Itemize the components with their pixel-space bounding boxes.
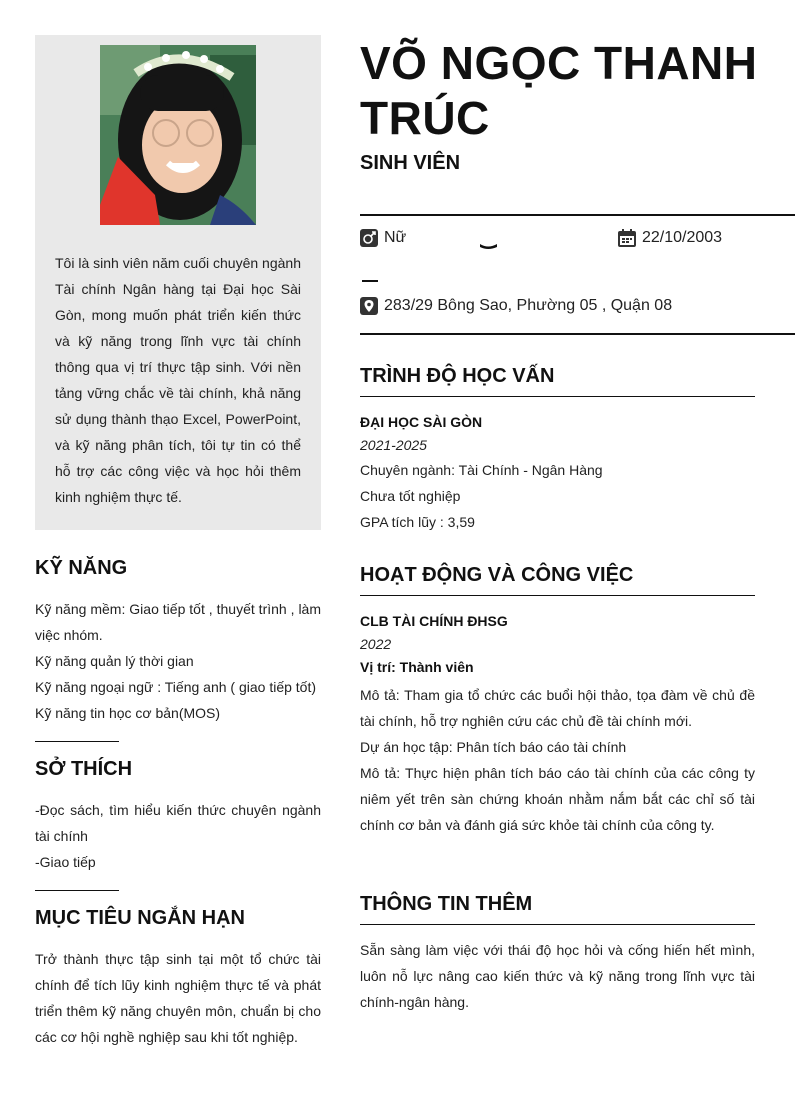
activity-year: 2022 bbox=[360, 636, 392, 652]
activity-position: Vị trí: Thành viên bbox=[360, 659, 474, 675]
skill-item: Kỹ năng quản lý thời gian bbox=[35, 653, 194, 669]
divider bbox=[360, 214, 795, 216]
decorative-mark bbox=[479, 240, 499, 250]
extra-section bbox=[360, 892, 755, 1015]
birthdate-row bbox=[618, 229, 722, 247]
full-name: VÕ NGỌC THANH TRÚC bbox=[360, 37, 758, 144]
goal-section bbox=[35, 906, 321, 1050]
divider bbox=[360, 333, 795, 335]
activities-section bbox=[360, 563, 755, 838]
hobbies-section bbox=[35, 757, 321, 875]
decorative-dash bbox=[362, 280, 378, 282]
gender-row bbox=[360, 229, 406, 247]
education-gpa: GPA tích lũy : 3,59 bbox=[360, 514, 475, 530]
gender-icon bbox=[360, 229, 378, 247]
hobbies-title: SỞ THÍCH bbox=[35, 758, 133, 780]
address-value: 283/29 Bông Sao, Phường 05 , Quận 08 bbox=[384, 297, 673, 314]
hobby-item: -Giao tiếp bbox=[35, 854, 96, 870]
gender-value: Nữ bbox=[384, 229, 407, 246]
divider bbox=[35, 741, 119, 742]
profile-card bbox=[35, 35, 321, 530]
skill-item: Kỹ năng ngoại ngữ : Tiếng anh ( giao tiếp tốt) bbox=[35, 679, 317, 695]
profile-photo bbox=[100, 45, 256, 225]
education-title: TRÌNH ĐỘ HỌC VẤN bbox=[360, 364, 755, 397]
activity-org: CLB TÀI CHÍNH ĐHSG bbox=[360, 613, 508, 629]
skill-item: Kỹ năng mềm: Giao tiếp tốt , thuyết trình , làm việc nhóm. bbox=[35, 601, 321, 643]
skills-title: KỸ NĂNG bbox=[35, 557, 128, 579]
skill-item: Kỹ năng tin học cơ bản(MOS) bbox=[35, 705, 221, 721]
location-pin-icon bbox=[360, 297, 378, 315]
hobby-item: -Đọc sách, tìm hiểu kiến thức chuyên ngành tài chính bbox=[35, 802, 321, 844]
birthdate-value: 22/10/2003 bbox=[642, 229, 723, 246]
address-row bbox=[360, 297, 672, 315]
job-title: SINH VIÊN bbox=[360, 152, 461, 174]
activity-project-description: Mô tả: Thực hiện phân tích báo cáo tài chính của các công ty niêm yết trên sàn chứng khoán nhằm nắm bắt các chỉ số tài chính cơ bản và đánh giá sức khỏe tài chính của công ty. bbox=[360, 765, 755, 833]
about-text: Tôi là sinh viên năm cuối chuyên ngành Tài chính Ngân hàng tại Đại học Sài Gòn, mong muốn phát triển kiến thức và kỹ năng trong lĩnh vực tài chính thông qua vị trí thực tập sinh. Với nền tảng vững chắc về tài chính, khả năng sử dụng thành thạo Excel, PowerPoint, và kỹ năng phân tích, tôi tự tin có thể hỗ trợ các công việc và học hỏi thêm kinh nghiệm thực tế. bbox=[55, 255, 301, 505]
skills-section bbox=[35, 556, 321, 726]
divider bbox=[35, 890, 119, 891]
extra-title: THÔNG TIN THÊM bbox=[360, 892, 755, 925]
portrait-illustration bbox=[100, 45, 256, 225]
activity-project: Dự án học tập: Phân tích báo cáo tài chính bbox=[360, 739, 627, 755]
education-status: Chưa tốt nghiệp bbox=[360, 488, 461, 504]
goal-title: MỤC TIÊU NGẮN HẠN bbox=[35, 907, 245, 929]
activity-description: Mô tả: Tham gia tổ chức các buổi hội thảo, tọa đàm về chủ đề tài chính, hỗ trợ nghiên cứu các chủ đề tài chính mới. bbox=[360, 687, 755, 729]
goal-text: Trở thành thực tập sinh tại một tổ chức tài chính để tích lũy kinh nghiệm thực tế và phát triển thêm kỹ năng chuyên môn, chuẩn bị cho các cơ hội nghề nghiệp sau khi tốt nghiệp. bbox=[35, 951, 321, 1045]
education-section bbox=[360, 364, 755, 535]
activities-title: HOẠT ĐỘNG VÀ CÔNG VIỆC bbox=[360, 563, 755, 596]
calendar-icon bbox=[618, 229, 636, 247]
education-major: Chuyên ngành: Tài Chính - Ngân Hàng bbox=[360, 462, 603, 478]
school-years: 2021-2025 bbox=[360, 437, 427, 453]
extra-text: Sẵn sàng làm việc với thái độ học hỏi và cống hiến hết mình, luôn nỗ lực nâng cao kiến thức và kỹ năng trong lĩnh vực tài chính-ngân hàng. bbox=[360, 942, 755, 1010]
school-name: ĐẠI HỌC SÀI GÒN bbox=[360, 414, 483, 430]
